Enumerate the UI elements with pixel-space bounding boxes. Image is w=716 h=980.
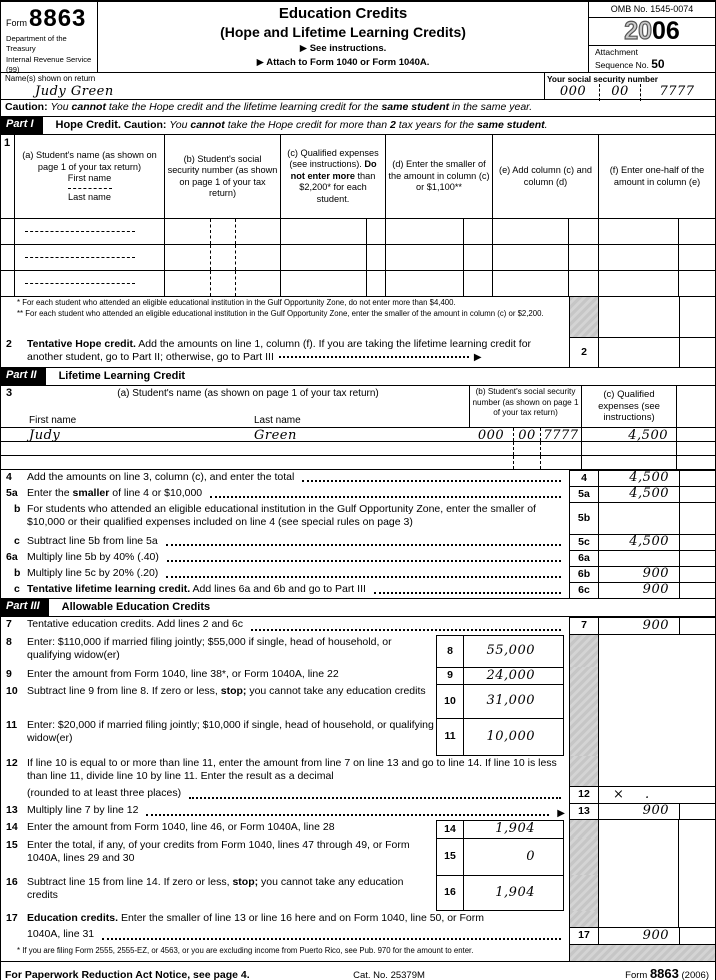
omb-block bbox=[588, 2, 715, 72]
line-6b-value[interactable]: 900 bbox=[599, 566, 679, 582]
col-b-header: (b) Student's social security number (as shown on page 1 of your tax return) bbox=[165, 135, 281, 218]
line-5c: c Subtract line 5b from line 5a 5c 4,500 bbox=[1, 534, 715, 550]
line-12-box: 12 bbox=[569, 786, 599, 803]
part1-tag: Part I bbox=[1, 117, 43, 134]
student-ssn-input[interactable] bbox=[165, 219, 281, 244]
line-6b: b Multiply line 5c by 20% (.20) 6b 900 bbox=[1, 566, 715, 582]
line-6a-box: 6a bbox=[569, 550, 599, 566]
line-5b-box: 5b bbox=[569, 502, 599, 534]
line-16: 16 Subtract line 15 from line 14. If zero or less, stop; you cannot take any education credits 16 1,904 bbox=[1, 875, 715, 911]
one-half-input[interactable] bbox=[599, 271, 679, 296]
line-12-text: 12 If line 10 is equal to or more than line 11, enter the amount from line 7 on line 13 and go to line 14. If line 10 is less than line 11, divide line 10 by line 11. Enter the result as a decimal bbox=[1, 756, 715, 786]
line-15-box: 15 bbox=[436, 838, 464, 875]
col-c-header: (c) Qualified expenses (see instructions) bbox=[581, 386, 676, 427]
qualified-expenses-input[interactable] bbox=[281, 245, 367, 270]
line-5a-box: 5a bbox=[569, 486, 599, 502]
line-5c-value[interactable]: 4,500 bbox=[599, 534, 679, 550]
part3-tag: Part III bbox=[1, 599, 49, 616]
shaded-column bbox=[569, 911, 599, 927]
line-9-value[interactable]: 24,000 bbox=[464, 667, 543, 684]
shaded-column bbox=[569, 667, 599, 684]
smaller-amount-input[interactable] bbox=[386, 245, 464, 270]
line-8-box: 8 bbox=[436, 635, 464, 667]
first-name-label: First name bbox=[29, 414, 77, 426]
line-9: 9 Enter the amount from Form 1040, line 38*, or Form 1040A, line 22 9 24,000 bbox=[1, 667, 715, 684]
name-value[interactable]: Judy Green bbox=[35, 84, 114, 99]
footnote-1: * For each student who attended an eligible educational institution in the Gulf Opportunity Zone, do not enter more than $4,400. bbox=[17, 298, 456, 307]
attachment-sequence: Attachment Sequence No. 50 bbox=[589, 45, 715, 74]
form-subtitle: (Hope and Lifetime Learning Credits) bbox=[220, 23, 466, 40]
line3-number: 3 bbox=[6, 387, 13, 399]
part1-bar: Part I Hope Credit. Caution: You cannot take the Hope credit for more than 2 tax years for the same student. bbox=[1, 117, 715, 135]
part2-bar bbox=[1, 367, 715, 386]
part3-footnote: * If you are filing Form 2555, 2555-EZ, or 4563, or you are excluding income from Puerto Rico, see Pub. 970 for the amount to enter. bbox=[17, 946, 474, 955]
line-17-entry: 1040A, line 31 17 900 bbox=[1, 927, 715, 944]
line-10: 10 Subtract line 9 from line 8. If zero or less, stop; you cannot take any education credits 10 31,000 bbox=[1, 684, 715, 718]
line-7-value[interactable]: 900 bbox=[599, 617, 679, 635]
line-6c-value[interactable]: 900 bbox=[599, 582, 679, 598]
student-expenses[interactable]: 4,500 bbox=[581, 428, 676, 441]
form-number-block bbox=[1, 2, 98, 72]
shaded-column bbox=[569, 635, 599, 667]
shaded-column bbox=[569, 820, 599, 838]
lifetime-student-row-3 bbox=[1, 456, 715, 470]
line-7-box: 7 bbox=[569, 617, 599, 635]
line-11: 11 Enter: $20,000 if married filing jointly; $10,000 if single, head of household, or qualifying widow(er) 11 10,000 bbox=[1, 718, 715, 756]
part3-bar bbox=[1, 598, 715, 617]
student-ssn[interactable]: 000 00 7777 bbox=[477, 428, 579, 443]
hope-student-row-3 bbox=[1, 271, 715, 297]
part2-tag: Part II bbox=[1, 368, 46, 385]
line-15: 15 Enter the total, if any, of your credits from Form 1040, lines 47 through 49, or Form 1040A, lines 29 and 30 15 0 bbox=[1, 838, 715, 875]
expenses-input[interactable] bbox=[581, 442, 676, 455]
student-last-name[interactable]: Green bbox=[254, 428, 297, 443]
name-ssn-row bbox=[1, 73, 715, 100]
ssn-area[interactable]: 000 bbox=[559, 84, 587, 100]
student-name-input[interactable] bbox=[15, 245, 165, 270]
sequence-number: 50 bbox=[651, 57, 665, 72]
shaded-column bbox=[569, 756, 599, 786]
col-d-header: (d) Enter the smaller of the amount in column (c) or $1,100** bbox=[386, 135, 493, 218]
line-4-value[interactable]: 4,500 bbox=[599, 470, 679, 486]
line-16-value[interactable]: 1,904 bbox=[464, 875, 543, 911]
omb-number: OMB No. 1545-0074 bbox=[589, 2, 715, 18]
shaded-column bbox=[569, 718, 599, 756]
shaded-column bbox=[569, 875, 599, 911]
catalog-number: Cat. No. 25379M bbox=[353, 970, 425, 980]
shaded-column bbox=[569, 684, 599, 718]
col-b-header: (b) Student's social security number (as shown on page 1 of your tax return) bbox=[469, 386, 581, 427]
one-half-input[interactable] bbox=[599, 245, 679, 270]
shaded-strip bbox=[569, 944, 715, 961]
form-number: 8863 bbox=[29, 5, 87, 32]
page-footer bbox=[1, 961, 715, 980]
line-14-box: 14 bbox=[436, 820, 464, 838]
line-12-value[interactable]: × . bbox=[599, 786, 715, 803]
arrow-right: ▶ bbox=[557, 807, 565, 819]
add-columns-input[interactable] bbox=[493, 245, 569, 270]
line-6c: c Tentative lifetime learning credit. Add lines 6a and 6b and go to Part III 6c 900 bbox=[1, 582, 715, 598]
part1-title: Hope Credit. bbox=[55, 118, 121, 131]
part2-title: Lifetime Learning Credit bbox=[58, 369, 186, 382]
line-9-box: 9 bbox=[436, 667, 464, 684]
tax-year bbox=[589, 18, 715, 44]
tax-year-outline: 20 bbox=[624, 17, 652, 46]
hope-table-header bbox=[1, 135, 715, 219]
form-title-block bbox=[98, 2, 588, 72]
student-first-name[interactable]: Judy bbox=[29, 428, 61, 443]
caution-label: Caution: bbox=[5, 101, 48, 113]
last-name-label: Last name bbox=[254, 414, 301, 426]
line-4: 4 Add the amounts on line 3, column (c), and enter the total 4 4,500 bbox=[1, 470, 715, 486]
paperwork-notice: For Paperwork Reduction Act Notice, see page 4. bbox=[5, 969, 250, 980]
see-instructions: ▶ See instructions. bbox=[299, 43, 387, 55]
line-4-box: 4 bbox=[569, 470, 599, 486]
name-label: Name(s) shown on return bbox=[5, 74, 96, 83]
agency-lines bbox=[6, 34, 95, 75]
shaded-cell bbox=[569, 297, 599, 337]
student-ssn-input[interactable] bbox=[165, 245, 281, 270]
student-name-input[interactable] bbox=[1, 456, 469, 469]
line-6a-value[interactable] bbox=[599, 550, 679, 566]
name-field[interactable] bbox=[1, 73, 544, 99]
line-6a: 6a Multiply line 5b by 40% (.40) 6a bbox=[1, 550, 715, 566]
line-2-box: 2 bbox=[569, 337, 599, 367]
part3-title: Allowable Education Credits bbox=[61, 600, 211, 613]
student-name-input[interactable] bbox=[15, 219, 165, 244]
qualified-expenses-input[interactable] bbox=[281, 219, 367, 244]
attach-note: ▶ Attach to Form 1040 or Form 1040A. bbox=[256, 57, 430, 69]
first-name-label: First name bbox=[67, 173, 112, 183]
col-e-header: (e) Add column (c) and column (d) bbox=[493, 135, 599, 218]
line-13-box: 13 bbox=[569, 803, 599, 820]
tax-year-bold: 06 bbox=[652, 17, 680, 46]
last-name-label: Last name bbox=[68, 191, 111, 202]
caution-line: Caution: You cannot take the Hope credit and the lifetime learning credit for the same student in the same year. bbox=[1, 100, 715, 117]
line-17-box: 17 bbox=[569, 927, 599, 944]
line-6c-box: 6c bbox=[569, 582, 599, 598]
line-13: 13 Multiply line 7 by line 12 ▶ 13 900 bbox=[1, 803, 715, 820]
line-6b-box: 6b bbox=[569, 566, 599, 582]
col-c-header: (c) Qualified expenses (see instructions). Do not enter more than $2,200* for each student. bbox=[281, 135, 386, 218]
smaller-amount-input[interactable] bbox=[386, 271, 464, 296]
add-columns-input[interactable] bbox=[493, 271, 569, 296]
hope-student-row-2 bbox=[1, 245, 715, 271]
line-8: 8 Enter: $110,000 if married filing jointly; $55,000 if single, head of household, or qualifying widow(er) 8 55,000 bbox=[1, 635, 715, 667]
agency-line-1: Department of the Treasury bbox=[6, 34, 67, 54]
form-title: Education Credits bbox=[278, 5, 408, 22]
line-15-value[interactable]: 0 bbox=[464, 838, 543, 875]
line-14: 14 Enter the amount from Form 1040, line 46, or Form 1040A, line 28 14 1,904 bbox=[1, 820, 715, 838]
line-2-value[interactable] bbox=[599, 337, 679, 367]
ssn-field[interactable] bbox=[544, 73, 715, 99]
col-a-header: (a) Student's name (as shown on page 1 of your tax return) bbox=[117, 388, 379, 399]
student-ssn-input[interactable] bbox=[165, 271, 281, 296]
line-17-text: 17 Education credits. Enter the smaller of line 13 or line 16 here and on Form 1040, line 50, or Form bbox=[1, 911, 715, 927]
line-5c-box: 5c bbox=[569, 534, 599, 550]
line-7: 7 Tentative education credits. Add lines 2 and 6c 7 900 bbox=[1, 617, 715, 635]
line-2: 2 Tentative Hope credit. Add the amounts on line 1, column (f). If you are taking the lifetime learning credit for another student, go to Part II; otherwise, go to Part III ▶ 2 bbox=[1, 337, 715, 367]
dash-divider bbox=[68, 188, 112, 189]
hope-footnotes bbox=[1, 297, 715, 337]
line-10-box: 10 bbox=[436, 684, 464, 718]
col-a-header: (a) Student's name (as shown on page 1 of your tax return) First name Last name bbox=[15, 135, 165, 218]
student-name-input[interactable] bbox=[15, 271, 165, 296]
ssn-serial[interactable]: 7777 bbox=[659, 84, 695, 100]
shaded-column bbox=[569, 838, 599, 875]
line-17-value[interactable]: 900 bbox=[599, 927, 679, 944]
line-5b-value[interactable] bbox=[599, 502, 679, 534]
add-columns-input[interactable] bbox=[493, 219, 569, 244]
lifetime-table-header bbox=[1, 386, 715, 428]
line-10-value[interactable]: 31,000 bbox=[464, 684, 543, 718]
one-half-input[interactable] bbox=[599, 219, 679, 244]
line1-number: 1 bbox=[1, 135, 15, 218]
ssn-value[interactable] bbox=[547, 84, 713, 100]
smaller-amount-input[interactable] bbox=[386, 219, 464, 244]
lifetime-student-row-1 bbox=[1, 428, 715, 442]
line-12-entry: (rounded to at least three places) 12 × . bbox=[1, 786, 715, 803]
qualified-expenses-input[interactable] bbox=[281, 271, 367, 296]
line-5a: 5a Enter the smaller of line 4 or $10,000 5a 4,500 bbox=[1, 486, 715, 502]
lifetime-student-row-2 bbox=[1, 442, 715, 456]
hope-student-row-1 bbox=[1, 219, 715, 245]
ssn-group[interactable]: 00 bbox=[599, 84, 641, 100]
line-14-value[interactable]: 1,904 bbox=[464, 820, 543, 838]
part3-footnote-row bbox=[1, 944, 715, 961]
form-header bbox=[1, 2, 715, 73]
agency-line-2: Internal Revenue Service (99) bbox=[6, 54, 92, 74]
form-id-footer: Form 8863 (2006) bbox=[625, 966, 709, 980]
line-8-value[interactable]: 55,000 bbox=[464, 635, 543, 667]
line-13-value[interactable]: 900 bbox=[599, 803, 679, 820]
form-word: Form bbox=[6, 18, 27, 28]
line-5b: b For students who attended an eligible educational institution in the Gulf Opportunity Zone, enter the smaller of $10,000 or their qualified expenses included on line 4 (see special rules on page 3) 5b bbox=[1, 502, 715, 534]
student-name-input[interactable] bbox=[1, 442, 469, 455]
line-11-box: 11 bbox=[436, 718, 464, 756]
expenses-input[interactable] bbox=[581, 456, 676, 469]
line-5a-value[interactable]: 4,500 bbox=[599, 486, 679, 502]
line-11-value[interactable]: 10,000 bbox=[464, 718, 543, 756]
line-16-box: 16 bbox=[436, 875, 464, 911]
col-f-header: (f) Enter one-half of the amount in column (e) bbox=[609, 165, 705, 187]
footnote-2: ** For each student who attended an eligible educational institution in the Gulf Opportunity Zone, enter the smaller of the amount in column (c) or $2,200. bbox=[17, 308, 544, 318]
ssn-label: Your social security number bbox=[547, 74, 658, 84]
